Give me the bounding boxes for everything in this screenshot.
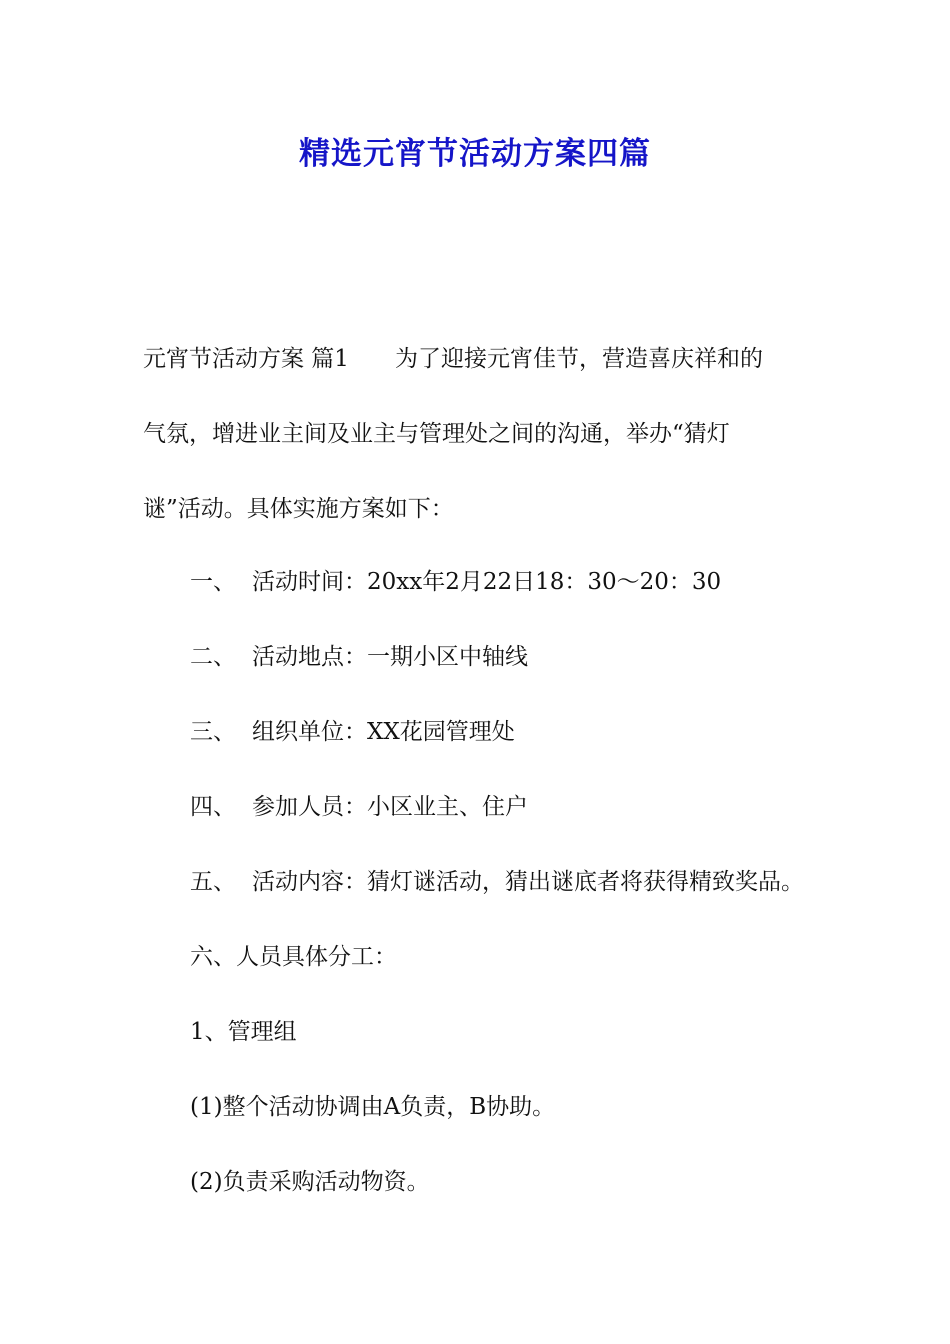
task-line: (1)整个活动协调由A负责，B协助。 — [190, 1094, 556, 1120]
intro-line-3: 谜”活动。具体实施方案如下： — [143, 496, 454, 522]
division-heading: 六、人员具体分工： — [190, 944, 397, 970]
intro-text: 为了迎接元宵佳节，营造喜庆祥和的 — [394, 346, 763, 372]
list-item-organizer — [190, 717, 515, 747]
item-text: 活动内容：猜灯谜活动，猜出谜底者将获得精致奖品。 — [252, 869, 804, 895]
intro-line-1 — [143, 344, 763, 374]
item-text: 活动时间：20xx年2月22日18：30～20：30 — [252, 569, 722, 595]
item-number: 二、 — [190, 644, 236, 670]
task-line: (2)负责采购活动物资。 — [190, 1169, 430, 1195]
list-item-participants — [190, 792, 528, 822]
item-number: 三、 — [190, 719, 236, 745]
item-number: 五、 — [190, 869, 236, 895]
list-item-location — [190, 642, 528, 672]
item-text: 组织单位：XX花园管理处 — [252, 719, 515, 745]
item-text: 参加人员：小区业主、住户 — [252, 794, 528, 820]
group-heading: 1、管理组 — [190, 1019, 297, 1045]
section-heading: 元宵节活动方案 篇1 — [143, 346, 349, 372]
item-text: 活动地点：一期小区中轴线 — [252, 644, 528, 670]
intro-line-2: 气氛，增进业主间及业主与管理处之间的沟通，举办“猜灯 — [143, 421, 730, 447]
item-number: 一、 — [190, 569, 236, 595]
list-item-time — [190, 567, 721, 597]
document-title: 精选元宵节活动方案四篇 — [299, 136, 651, 172]
list-item-content — [190, 867, 804, 897]
item-number: 四、 — [190, 794, 236, 820]
